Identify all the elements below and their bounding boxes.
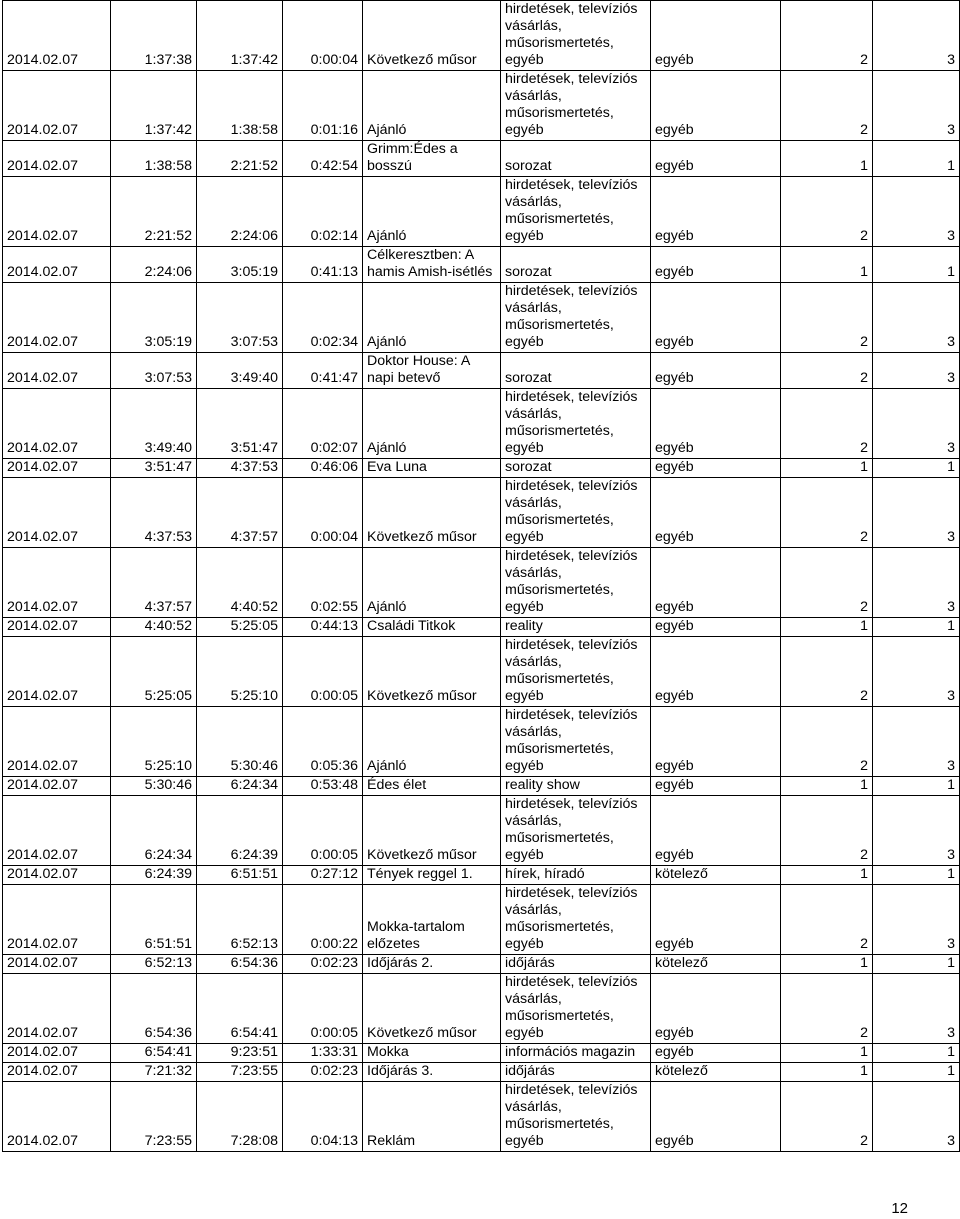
start-time-cell: 4:37:57 (111, 548, 197, 618)
duration-cell: 0:04:13 (283, 1082, 363, 1152)
category-cell: egyéb (651, 777, 781, 796)
duration-cell: 0:02:34 (283, 283, 363, 353)
code-a-cell: 1 (781, 459, 873, 478)
end-time-cell: 7:28:08 (197, 1082, 283, 1152)
end-time-cell: 6:52:13 (197, 885, 283, 955)
start-time-cell: 7:21:32 (111, 1063, 197, 1082)
code-a-cell: 2 (781, 885, 873, 955)
end-time-cell: 6:24:34 (197, 777, 283, 796)
end-time-cell: 5:25:05 (197, 618, 283, 637)
duration-cell: 0:41:47 (283, 353, 363, 389)
date-cell: 2014.02.07 (3, 1082, 111, 1152)
program-title-cell: Következő műsor (363, 796, 501, 866)
table-row (3, 777, 960, 796)
start-time-cell: 4:40:52 (111, 618, 197, 637)
date-cell: 2014.02.07 (3, 283, 111, 353)
program-title-cell: Ajánló (363, 707, 501, 777)
table-row (3, 177, 960, 247)
date-cell: 2014.02.07 (3, 141, 111, 177)
date-cell: 2014.02.07 (3, 796, 111, 866)
duration-cell: 0:02:55 (283, 548, 363, 618)
program-title-cell: Következő műsor (363, 637, 501, 707)
table-row (3, 707, 960, 777)
program-title-cell: Ajánló (363, 389, 501, 459)
end-time-cell: 3:07:53 (197, 283, 283, 353)
code-a-cell: 2 (781, 389, 873, 459)
category-cell: egyéb (651, 478, 781, 548)
duration-cell: 0:00:04 (283, 478, 363, 548)
program-title-cell: Következő műsor (363, 478, 501, 548)
date-cell: 2014.02.07 (3, 247, 111, 283)
date-cell: 2014.02.07 (3, 353, 111, 389)
start-time-cell: 6:24:39 (111, 866, 197, 885)
duration-cell: 0:02:14 (283, 177, 363, 247)
table-row (3, 353, 960, 389)
table-row (3, 389, 960, 459)
genre-cell: hirdetések, televíziós vásárlás, műsorismertetés, egyéb (501, 796, 651, 866)
code-b-cell: 1 (873, 1044, 960, 1063)
start-time-cell: 2:21:52 (111, 177, 197, 247)
category-cell: egyéb (651, 177, 781, 247)
end-time-cell: 1:37:42 (197, 1, 283, 71)
code-b-cell: 1 (873, 866, 960, 885)
code-a-cell: 2 (781, 283, 873, 353)
program-title-cell: Ajánló (363, 548, 501, 618)
duration-cell: 1:33:31 (283, 1044, 363, 1063)
table-row (3, 283, 960, 353)
code-a-cell: 2 (781, 974, 873, 1044)
genre-cell: hirdetések, televíziós vásárlás, műsorismertetés, egyéb (501, 707, 651, 777)
date-cell: 2014.02.07 (3, 1, 111, 71)
start-time-cell: 4:37:53 (111, 478, 197, 548)
program-title-cell: Ajánló (363, 177, 501, 247)
table-row (3, 1063, 960, 1082)
code-a-cell: 2 (781, 177, 873, 247)
start-time-cell: 2:24:06 (111, 247, 197, 283)
table-row (3, 71, 960, 141)
program-title-cell: Következő műsor (363, 974, 501, 1044)
end-time-cell: 4:37:57 (197, 478, 283, 548)
code-b-cell: 1 (873, 247, 960, 283)
duration-cell: 0:46:06 (283, 459, 363, 478)
genre-cell: információs magazin (501, 1044, 651, 1063)
date-cell: 2014.02.07 (3, 707, 111, 777)
genre-cell: hirdetések, televíziós vásárlás, műsorismertetés, egyéb (501, 1082, 651, 1152)
date-cell: 2014.02.07 (3, 974, 111, 1044)
category-cell: kötelező (651, 1063, 781, 1082)
code-a-cell: 1 (781, 955, 873, 974)
date-cell: 2014.02.07 (3, 777, 111, 796)
duration-cell: 0:01:16 (283, 71, 363, 141)
category-cell: egyéb (651, 707, 781, 777)
table-row (3, 478, 960, 548)
code-a-cell: 2 (781, 1, 873, 71)
program-title-cell: Grimm:Édes a bosszú (363, 141, 501, 177)
duration-cell: 0:00:05 (283, 974, 363, 1044)
genre-cell: hirdetések, televíziós vásárlás, műsorismertetés, egyéb (501, 974, 651, 1044)
category-cell: egyéb (651, 618, 781, 637)
code-a-cell: 2 (781, 71, 873, 141)
end-time-cell: 5:30:46 (197, 707, 283, 777)
start-time-cell: 3:51:47 (111, 459, 197, 478)
genre-cell: időjárás (501, 1063, 651, 1082)
duration-cell: 0:53:48 (283, 777, 363, 796)
start-time-cell: 6:24:34 (111, 796, 197, 866)
code-b-cell: 3 (873, 71, 960, 141)
date-cell: 2014.02.07 (3, 637, 111, 707)
duration-cell: 0:02:23 (283, 955, 363, 974)
code-b-cell: 3 (873, 885, 960, 955)
duration-cell: 0:41:13 (283, 247, 363, 283)
date-cell: 2014.02.07 (3, 459, 111, 478)
category-cell: egyéb (651, 283, 781, 353)
genre-cell: hirdetések, televíziós vásárlás, műsorismertetés, egyéb (501, 389, 651, 459)
table-row (3, 548, 960, 618)
genre-cell: hirdetések, televíziós vásárlás, műsorismertetés, egyéb (501, 478, 651, 548)
code-b-cell: 3 (873, 796, 960, 866)
code-b-cell: 1 (873, 777, 960, 796)
table-row (3, 247, 960, 283)
program-title-cell: Eva Luna (363, 459, 501, 478)
duration-cell: 0:44:13 (283, 618, 363, 637)
genre-cell: reality (501, 618, 651, 637)
broadcast-schedule-table (2, 0, 960, 1152)
start-time-cell: 6:54:36 (111, 974, 197, 1044)
genre-cell: reality show (501, 777, 651, 796)
code-a-cell: 2 (781, 548, 873, 618)
code-a-cell: 1 (781, 247, 873, 283)
start-time-cell: 6:54:41 (111, 1044, 197, 1063)
code-a-cell: 2 (781, 1082, 873, 1152)
code-b-cell: 3 (873, 478, 960, 548)
category-cell: egyéb (651, 885, 781, 955)
end-time-cell: 1:38:58 (197, 71, 283, 141)
category-cell: egyéb (651, 548, 781, 618)
start-time-cell: 6:51:51 (111, 885, 197, 955)
genre-cell: hirdetések, televíziós vásárlás, műsorismertetés, egyéb (501, 885, 651, 955)
code-a-cell: 1 (781, 1063, 873, 1082)
code-b-cell: 1 (873, 459, 960, 478)
code-a-cell: 1 (781, 1044, 873, 1063)
end-time-cell: 6:24:39 (197, 796, 283, 866)
code-b-cell: 3 (873, 283, 960, 353)
code-a-cell: 2 (781, 478, 873, 548)
program-title-cell: Ajánló (363, 71, 501, 141)
genre-cell: hírek, híradó (501, 866, 651, 885)
start-time-cell: 6:52:13 (111, 955, 197, 974)
start-time-cell: 1:38:58 (111, 141, 197, 177)
code-a-cell: 2 (781, 637, 873, 707)
code-b-cell: 3 (873, 1, 960, 71)
genre-cell: sorozat (501, 353, 651, 389)
category-cell: egyéb (651, 637, 781, 707)
genre-cell: sorozat (501, 247, 651, 283)
code-a-cell: 1 (781, 777, 873, 796)
end-time-cell: 6:51:51 (197, 866, 283, 885)
end-time-cell: 4:37:53 (197, 459, 283, 478)
code-b-cell: 3 (873, 974, 960, 1044)
end-time-cell: 6:54:41 (197, 974, 283, 1044)
genre-cell: sorozat (501, 459, 651, 478)
table-row (3, 955, 960, 974)
end-time-cell: 7:23:55 (197, 1063, 283, 1082)
date-cell: 2014.02.07 (3, 389, 111, 459)
category-cell: egyéb (651, 459, 781, 478)
program-title-cell: Mokka (363, 1044, 501, 1063)
duration-cell: 0:00:04 (283, 1, 363, 71)
table-row (3, 885, 960, 955)
code-b-cell: 3 (873, 389, 960, 459)
start-time-cell: 3:49:40 (111, 389, 197, 459)
genre-cell: hirdetések, televíziós vásárlás, műsorismertetés, egyéb (501, 177, 651, 247)
duration-cell: 0:00:22 (283, 885, 363, 955)
table-row (3, 974, 960, 1044)
duration-cell: 0:05:36 (283, 707, 363, 777)
end-time-cell: 2:24:06 (197, 177, 283, 247)
genre-cell: hirdetések, televíziós vásárlás, műsorismertetés, egyéb (501, 1, 651, 71)
start-time-cell: 1:37:42 (111, 71, 197, 141)
end-time-cell: 2:21:52 (197, 141, 283, 177)
start-time-cell: 7:23:55 (111, 1082, 197, 1152)
code-b-cell: 3 (873, 548, 960, 618)
end-time-cell: 3:49:40 (197, 353, 283, 389)
date-cell: 2014.02.07 (3, 71, 111, 141)
program-title-cell: Következő műsor (363, 1, 501, 71)
start-time-cell: 5:25:05 (111, 637, 197, 707)
date-cell: 2014.02.07 (3, 1063, 111, 1082)
category-cell: kötelező (651, 866, 781, 885)
category-cell: egyéb (651, 1044, 781, 1063)
schedule-rows (3, 1, 960, 1152)
date-cell: 2014.02.07 (3, 177, 111, 247)
code-a-cell: 2 (781, 707, 873, 777)
date-cell: 2014.02.07 (3, 955, 111, 974)
duration-cell: 0:02:23 (283, 1063, 363, 1082)
duration-cell: 0:00:05 (283, 637, 363, 707)
program-title-cell: Tények reggel 1. (363, 866, 501, 885)
program-title-cell: Családi Titkok (363, 618, 501, 637)
genre-cell: időjárás (501, 955, 651, 974)
code-a-cell: 2 (781, 796, 873, 866)
date-cell: 2014.02.07 (3, 618, 111, 637)
duration-cell: 0:42:54 (283, 141, 363, 177)
table-row (3, 796, 960, 866)
category-cell: egyéb (651, 247, 781, 283)
table-row (3, 459, 960, 478)
genre-cell: hirdetések, televíziós vásárlás, műsorismertetés, egyéb (501, 283, 651, 353)
table-row (3, 1044, 960, 1063)
genre-cell: hirdetések, televíziós vásárlás, műsorismertetés, egyéb (501, 71, 651, 141)
program-title-cell: Doktor House: A napi betevő (363, 353, 501, 389)
date-cell: 2014.02.07 (3, 866, 111, 885)
start-time-cell: 3:07:53 (111, 353, 197, 389)
table-row (3, 637, 960, 707)
table-row (3, 1082, 960, 1152)
category-cell: egyéb (651, 1082, 781, 1152)
start-time-cell: 1:37:38 (111, 1, 197, 71)
program-title-cell: Reklám (363, 1082, 501, 1152)
genre-cell: sorozat (501, 141, 651, 177)
code-b-cell: 3 (873, 707, 960, 777)
category-cell: egyéb (651, 141, 781, 177)
program-title-cell: Időjárás 3. (363, 1063, 501, 1082)
code-a-cell: 1 (781, 141, 873, 177)
table-row (3, 141, 960, 177)
category-cell: egyéb (651, 353, 781, 389)
date-cell: 2014.02.07 (3, 1044, 111, 1063)
code-a-cell: 2 (781, 353, 873, 389)
code-a-cell: 1 (781, 618, 873, 637)
start-time-cell: 3:05:19 (111, 283, 197, 353)
code-b-cell: 3 (873, 177, 960, 247)
end-time-cell: 4:40:52 (197, 548, 283, 618)
date-cell: 2014.02.07 (3, 478, 111, 548)
end-time-cell: 5:25:10 (197, 637, 283, 707)
code-b-cell: 1 (873, 618, 960, 637)
program-title-cell: Ajánló (363, 283, 501, 353)
program-title-cell: Időjárás 2. (363, 955, 501, 974)
start-time-cell: 5:25:10 (111, 707, 197, 777)
date-cell: 2014.02.07 (3, 548, 111, 618)
category-cell: egyéb (651, 974, 781, 1044)
code-a-cell: 1 (781, 866, 873, 885)
genre-cell: hirdetések, televíziós vásárlás, műsorismertetés, egyéb (501, 548, 651, 618)
category-cell: egyéb (651, 389, 781, 459)
code-b-cell: 1 (873, 955, 960, 974)
end-time-cell: 6:54:36 (197, 955, 283, 974)
program-title-cell: Édes élet (363, 777, 501, 796)
genre-cell: hirdetések, televíziós vásárlás, műsorismertetés, egyéb (501, 637, 651, 707)
start-time-cell: 5:30:46 (111, 777, 197, 796)
table-row (3, 866, 960, 885)
category-cell: egyéb (651, 1, 781, 71)
end-time-cell: 3:51:47 (197, 389, 283, 459)
end-time-cell: 3:05:19 (197, 247, 283, 283)
category-cell: egyéb (651, 71, 781, 141)
code-b-cell: 1 (873, 141, 960, 177)
date-cell: 2014.02.07 (3, 885, 111, 955)
code-b-cell: 3 (873, 353, 960, 389)
category-cell: egyéb (651, 796, 781, 866)
duration-cell: 0:02:07 (283, 389, 363, 459)
table-row (3, 618, 960, 637)
program-title-cell: Célkeresztben: A hamis Amish-isétlés (363, 247, 501, 283)
end-time-cell: 9:23:51 (197, 1044, 283, 1063)
code-b-cell: 3 (873, 1082, 960, 1152)
category-cell: kötelező (651, 955, 781, 974)
duration-cell: 0:27:12 (283, 866, 363, 885)
duration-cell: 0:00:05 (283, 796, 363, 866)
page-number: 12 (891, 1200, 908, 1217)
code-b-cell: 3 (873, 637, 960, 707)
program-title-cell: Mokka-tartalom előzetes (363, 885, 501, 955)
table-row (3, 1, 960, 71)
code-b-cell: 1 (873, 1063, 960, 1082)
